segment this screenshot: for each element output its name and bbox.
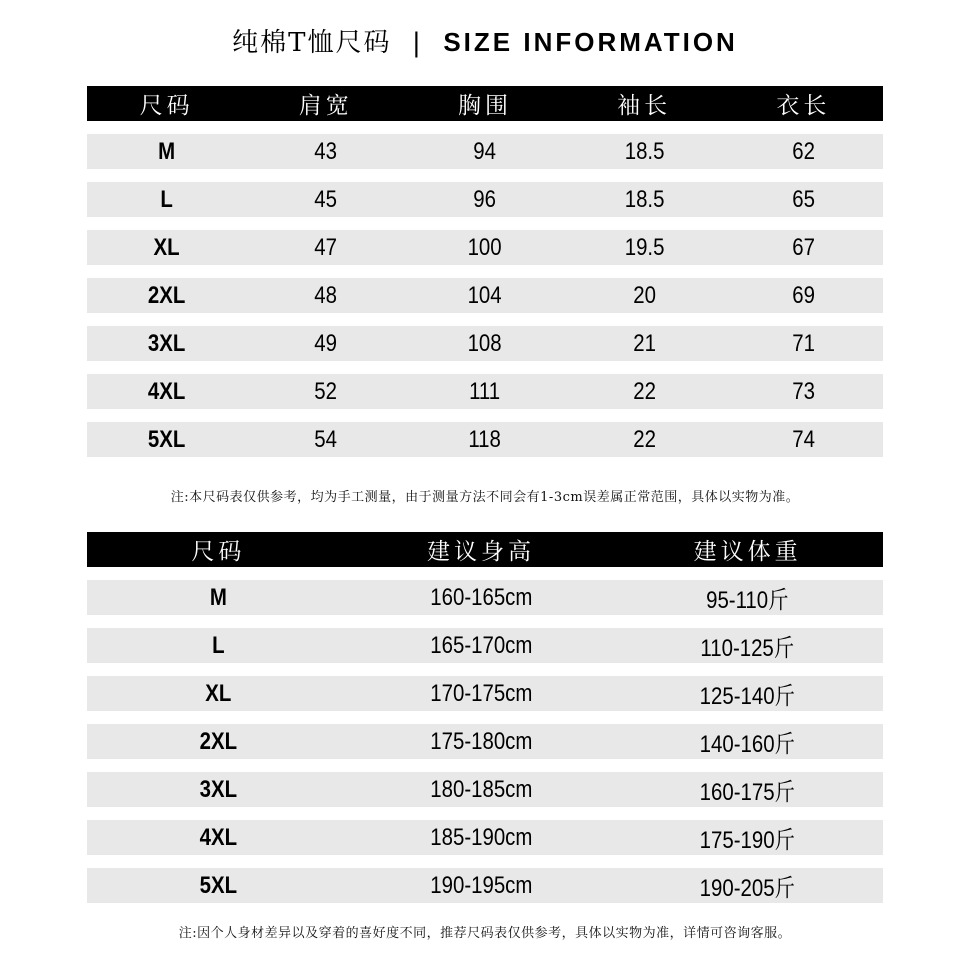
table-header xyxy=(87,86,883,121)
cell-height: 175-180cm xyxy=(429,727,533,755)
header-chest: 胸围 xyxy=(457,93,512,119)
cell-sleeve: 21 xyxy=(632,329,656,357)
cell-size: 4XL xyxy=(147,377,186,405)
cell-weight: 125-140斤 xyxy=(700,683,796,710)
cell-shoulder: 54 xyxy=(314,425,338,453)
table-row xyxy=(87,134,883,169)
cell-chest: 104 xyxy=(467,281,502,309)
cell-size: 3XL xyxy=(147,329,186,357)
title-english: SIZE INFORMATION xyxy=(443,27,738,57)
header-shoulder: 肩宽 xyxy=(298,93,353,119)
cell-size: M xyxy=(209,583,227,611)
header-length: 衣长 xyxy=(776,93,831,119)
cell-size: 5XL xyxy=(147,425,186,453)
recommendation-note: 注:因个人身材差异以及穿着的喜好度不同，推荐尺码表仅供参考，具体以实物为准，详情可咨询客服。 xyxy=(178,926,792,941)
cell-shoulder: 47 xyxy=(314,233,338,261)
cell-chest: 96 xyxy=(473,185,497,213)
cell-weight: 110-125斤 xyxy=(700,635,795,662)
cell-sleeve: 22 xyxy=(632,377,656,405)
cell-shoulder: 48 xyxy=(314,281,338,309)
page-title xyxy=(0,22,970,63)
cell-length: 67 xyxy=(791,233,815,261)
cell-height: 165-170cm xyxy=(429,631,533,659)
cell-size: XL xyxy=(153,233,180,261)
cell-sleeve: 18.5 xyxy=(624,137,665,165)
header-size: 尺码 xyxy=(139,93,194,119)
cell-sleeve: 20 xyxy=(632,281,656,309)
table-row xyxy=(87,868,883,903)
cell-weight: 190-205斤 xyxy=(700,875,796,902)
cell-size: 2XL xyxy=(199,727,238,755)
header-height: 建议身高 xyxy=(427,539,535,565)
cell-height: 160-165cm xyxy=(429,583,533,611)
cell-height: 185-190cm xyxy=(429,823,533,851)
cell-size: 4XL xyxy=(199,823,238,851)
cell-weight: 160-175斤 xyxy=(700,779,796,806)
cell-length: 73 xyxy=(791,377,815,405)
cell-shoulder: 49 xyxy=(314,329,338,357)
cell-size: 3XL xyxy=(199,775,238,803)
cell-size: 2XL xyxy=(147,281,186,309)
cell-weight: 140-160斤 xyxy=(700,731,796,758)
table-row xyxy=(87,422,883,457)
cell-length: 69 xyxy=(791,281,815,309)
cell-height: 170-175cm xyxy=(429,679,533,707)
cell-height: 180-185cm xyxy=(429,775,533,803)
header-weight: 建议体重 xyxy=(693,539,802,565)
table-row xyxy=(87,326,883,361)
cell-size: L xyxy=(160,185,173,213)
cell-size: M xyxy=(158,137,176,165)
measurement-note: 注:本尺码表仅供参考，均为手工测量，由于测量方法不同会有1-3cm误差属正常范围，具体以实物为准。 xyxy=(170,490,800,505)
cell-chest: 94 xyxy=(473,137,497,165)
cell-chest: 108 xyxy=(467,329,502,357)
table-row xyxy=(87,278,883,313)
cell-length: 62 xyxy=(791,137,815,165)
cell-weight: 175-190斤 xyxy=(700,827,796,854)
cell-length: 71 xyxy=(791,329,815,357)
table-row xyxy=(87,820,883,855)
table-row xyxy=(87,580,883,615)
cell-length: 65 xyxy=(791,185,815,213)
cell-sleeve: 18.5 xyxy=(624,185,665,213)
table-row xyxy=(87,628,883,663)
title-chinese: 纯棉T恤尺码 xyxy=(232,28,392,58)
cell-chest: 111 xyxy=(469,377,501,405)
cell-shoulder: 45 xyxy=(314,185,338,213)
cell-sleeve: 22 xyxy=(632,425,656,453)
table-header xyxy=(87,532,883,567)
cell-size: XL xyxy=(205,679,232,707)
cell-height: 190-195cm xyxy=(429,871,533,899)
table-row xyxy=(87,724,883,759)
cell-weight: 95-110斤 xyxy=(706,587,789,614)
cell-chest: 118 xyxy=(468,425,502,453)
table-row xyxy=(87,772,883,807)
cell-length: 74 xyxy=(791,425,815,453)
cell-size: 5XL xyxy=(199,871,238,899)
header-sleeve: 袖长 xyxy=(617,93,672,119)
table-row xyxy=(87,182,883,217)
header-size: 尺码 xyxy=(191,539,246,565)
cell-sleeve: 19.5 xyxy=(624,233,665,261)
cell-shoulder: 52 xyxy=(314,377,338,405)
table-row xyxy=(87,676,883,711)
title-separator: | xyxy=(412,28,423,58)
cell-shoulder: 43 xyxy=(314,137,338,165)
table-row xyxy=(87,230,883,265)
table-row xyxy=(87,374,883,409)
cell-size: L xyxy=(212,631,225,659)
cell-chest: 100 xyxy=(467,233,502,261)
